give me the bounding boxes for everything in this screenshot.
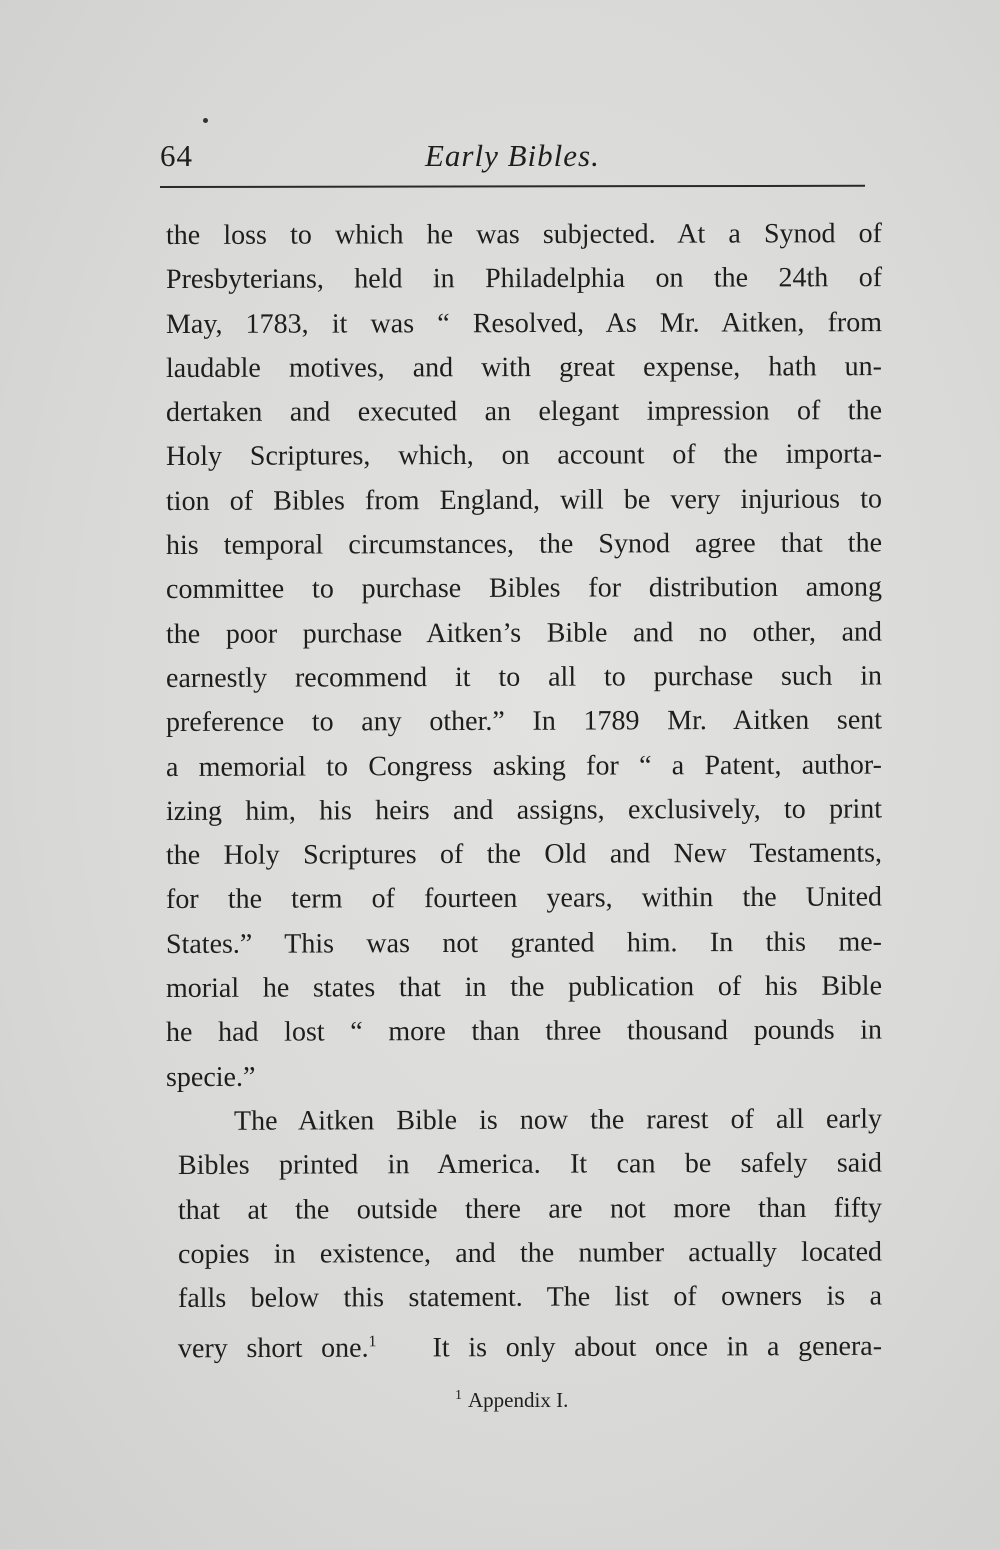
text-line: falls below this statement. The list of owners is a bbox=[177, 1280, 883, 1315]
ink-speck bbox=[203, 118, 208, 123]
text-line: earnestly recommend it to all to purchase such in bbox=[165, 660, 883, 694]
footnote-marker: 1 bbox=[455, 1388, 462, 1403]
text-line: Bibles printed in America. It can be safely said bbox=[177, 1147, 883, 1182]
footnote-text: Appendix I. bbox=[468, 1388, 569, 1412]
text-line: specie.” bbox=[166, 1061, 256, 1093]
header-rule bbox=[160, 185, 865, 188]
text-line: copies in existence, and the number actually located bbox=[177, 1236, 883, 1270]
text-line: for the term of fourteen years, within the United bbox=[165, 881, 883, 916]
text-line: Presbyterians, held in Philadelphia on the 24th of bbox=[165, 262, 883, 296]
text-line: The Aitken Bible is now the rarest of all early bbox=[233, 1103, 883, 1137]
body-text bbox=[166, 214, 882, 1366]
text-line: May, 1783, it was “ Resolved, As Mr. Aitken, from bbox=[165, 306, 883, 340]
text-line: tion of Bibles from England, will be very injurious to bbox=[165, 483, 883, 517]
text-line: the loss to which he was subjected. At a Synod of bbox=[165, 218, 883, 251]
text-line: the poor purchase Aitken’s Bible and no other, and bbox=[165, 616, 883, 650]
footnote-reference: 1 bbox=[368, 1333, 377, 1351]
page-number: 64 bbox=[160, 138, 193, 173]
text-line-with-note bbox=[166, 1319, 882, 1366]
text-line: izing him, his heirs and assigns, exclusively, to print bbox=[165, 793, 883, 827]
text-line: laudable motives, and with great expense, hath un- bbox=[165, 351, 883, 384]
text-line: preference to any other.” In 1789 Mr. Aitken sent bbox=[165, 704, 883, 739]
running-title: Early Bibles. bbox=[425, 138, 600, 173]
text-line: morial he states that in the publication of his Bible bbox=[165, 970, 883, 1005]
text-line: a memorial to Congress asking for “ a Patent, author- bbox=[165, 749, 883, 783]
text-line: Holy Scriptures, which, on account of the importa- bbox=[165, 438, 883, 473]
text-line: dertaken and executed an elegant impression of the bbox=[165, 395, 883, 429]
text-line: his temporal circumstances, the Synod agree that the bbox=[165, 527, 883, 562]
text-line: that at the outside there are not more than fifty bbox=[177, 1192, 883, 1226]
text-line: States.” This was not granted him. In this me- bbox=[165, 926, 883, 960]
text-line: committee to purchase Bibles for distribution among bbox=[165, 571, 883, 606]
running-head bbox=[160, 138, 865, 182]
footnote bbox=[455, 1388, 568, 1413]
text-line: he had lost “ more than three thousand pounds in bbox=[165, 1014, 883, 1049]
text-line: the Holy Scriptures of the Old and New Testaments, bbox=[165, 837, 883, 872]
text-segment: very short one. bbox=[177, 1333, 369, 1365]
text-segment: It is only about once in a genera- bbox=[432, 1331, 883, 1364]
